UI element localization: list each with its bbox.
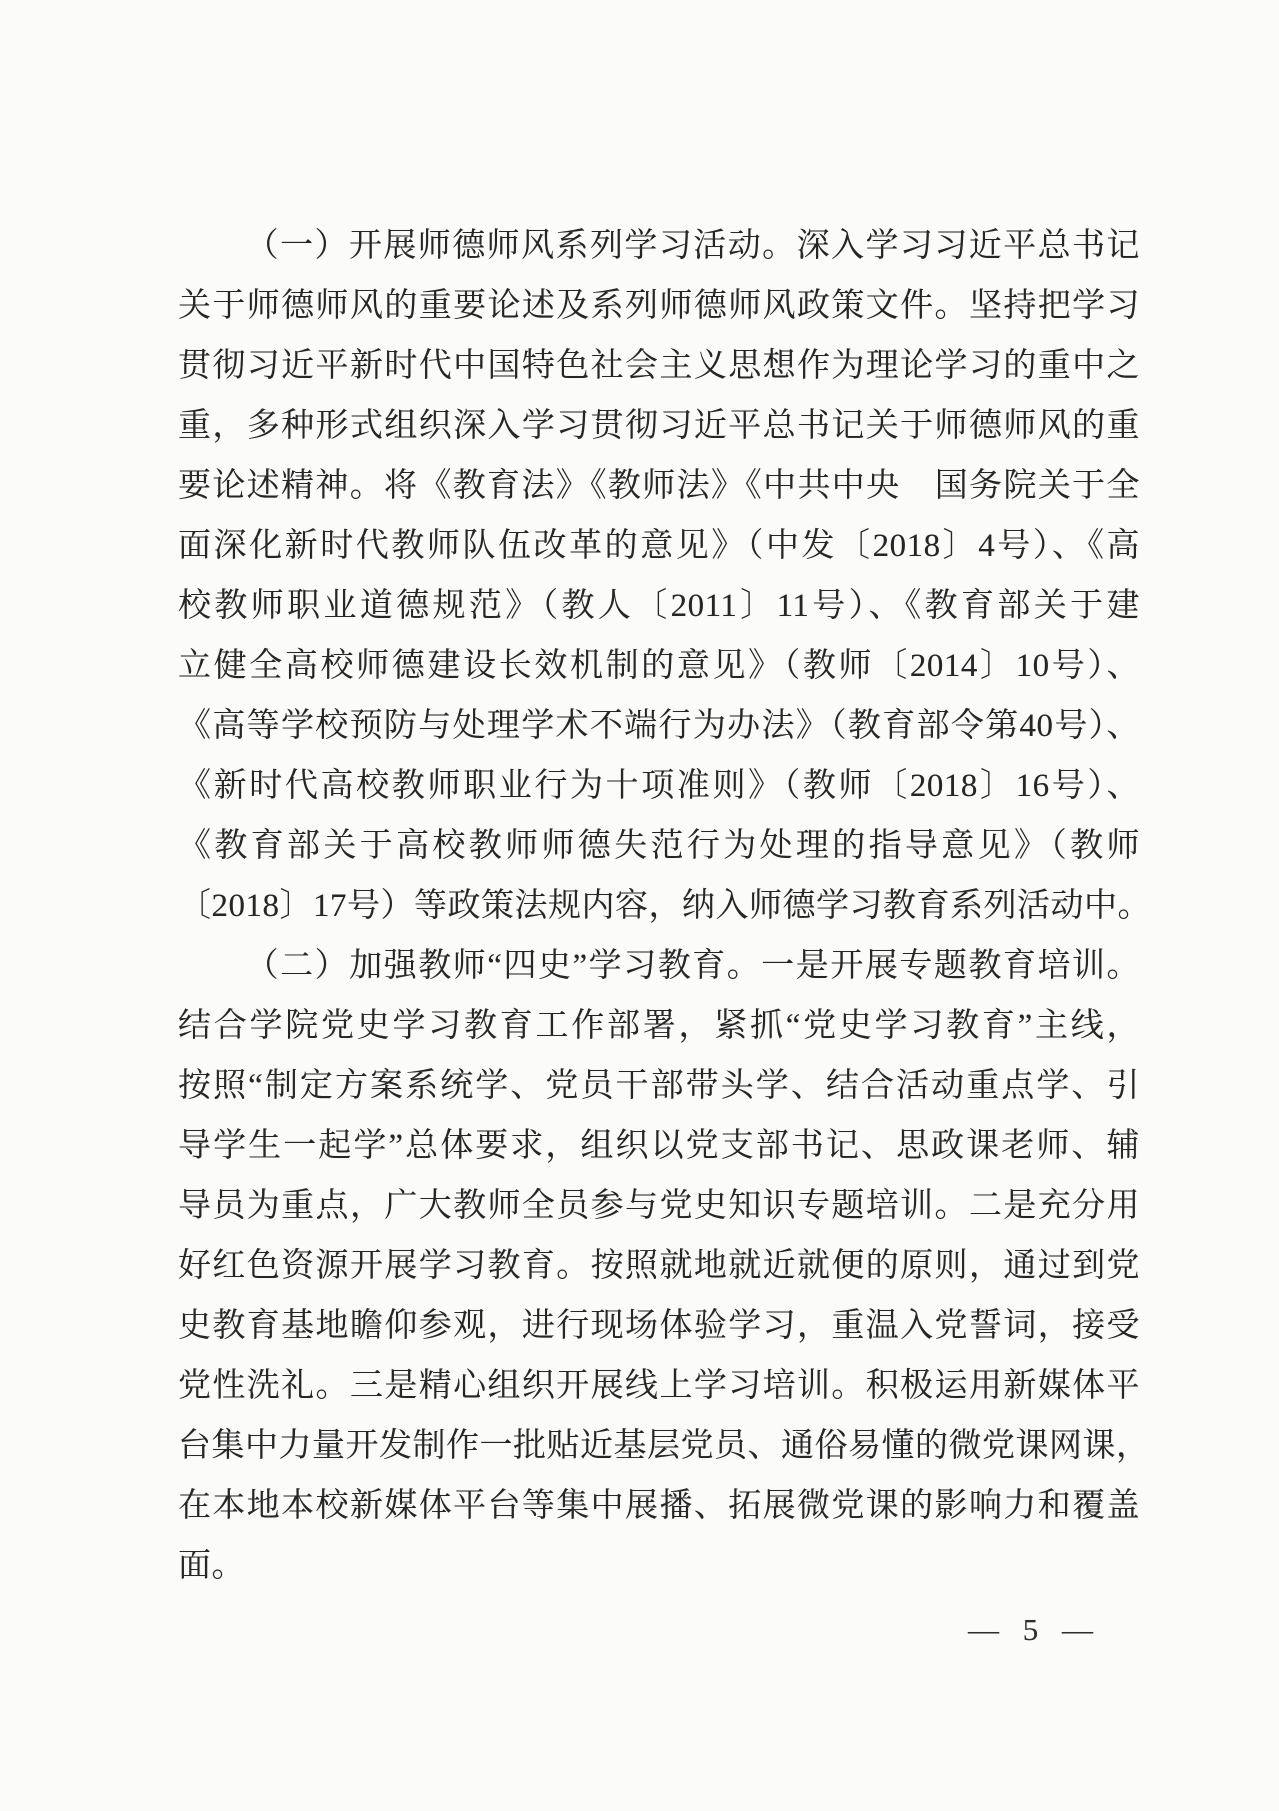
text-line: 面深化新时代教师队伍改革的意见》（中发〔2018〕4号）、《高	[178, 528, 1140, 564]
text-line: 导员为重点，广大教师全员参与党史知识专题培训。二是充分用	[178, 1188, 1140, 1224]
text-line: 按照“制定方案系统学、党员干部带头学、结合活动重点学、引	[178, 1068, 1140, 1104]
text-line: 《教育部关于高校教师师德失范行为处理的指导意见》（教师	[178, 828, 1140, 864]
page-number: — 5 —	[968, 1612, 1095, 1647]
text-line: 《新时代高校教师职业行为十项准则》（教师〔2018〕16号）、	[178, 768, 1140, 804]
text-line: 导学生一起学”总体要求，组织以党支部书记、思政课老师、辅	[178, 1128, 1140, 1164]
text-line: 史教育基地瞻仰参观，进行现场体验学习，重温入党誓词，接受	[178, 1308, 1140, 1344]
text-line: （二）加强教师“四史”学习教育。一是开展专题教育培训。	[245, 948, 1140, 984]
text-line: 关于师德师风的重要论述及系列师德师风政策文件。坚持把学习	[178, 288, 1140, 324]
text-line: 〔2018〕17号）等政策法规内容，纳入师德学习教育系列活动中。	[178, 888, 1151, 924]
text-line: 立健全高校师德建设长效机制的意见》（教师〔2014〕10号）、	[178, 648, 1140, 684]
text-line: 贯彻习近平新时代中国特色社会主义思想作为理论学习的重中之	[178, 348, 1140, 384]
text-line: 校教师职业道德规范》（教人〔2011〕11号）、《教育部关于建	[178, 588, 1140, 624]
text-line: 《高等学校预防与处理学术不端行为办法》（教育部令第40号）、	[178, 708, 1140, 744]
text-line: 党性洗礼。三是精心组织开展线上学习培训。积极运用新媒体平	[178, 1368, 1140, 1404]
text-line: 面。	[178, 1548, 245, 1584]
text-line: 要论述精神。将《教育法》《教师法》《中共中央 国务院关于全	[178, 468, 1140, 504]
text-line: 在本地本校新媒体平台等集中展播、拓展微党课的影响力和覆盖	[178, 1488, 1140, 1524]
text-line: 结合学院党史学习教育工作部署，紧抓“党史学习教育”主线，	[178, 1008, 1140, 1044]
body-text	[178, 216, 1151, 1596]
text-line: 台集中力量开发制作一批贴近基层党员、通俗易懂的微党课网课，	[178, 1428, 1150, 1464]
text-line: （一）开展师德师风系列学习活动。深入学习习近平总书记	[245, 228, 1140, 264]
text-line: 重，多种形式组织深入学习贯彻习近平总书记关于师德师风的重	[178, 408, 1140, 444]
text-line: 好红色资源开展学习教育。按照就地就近就便的原则，通过到党	[178, 1248, 1140, 1284]
